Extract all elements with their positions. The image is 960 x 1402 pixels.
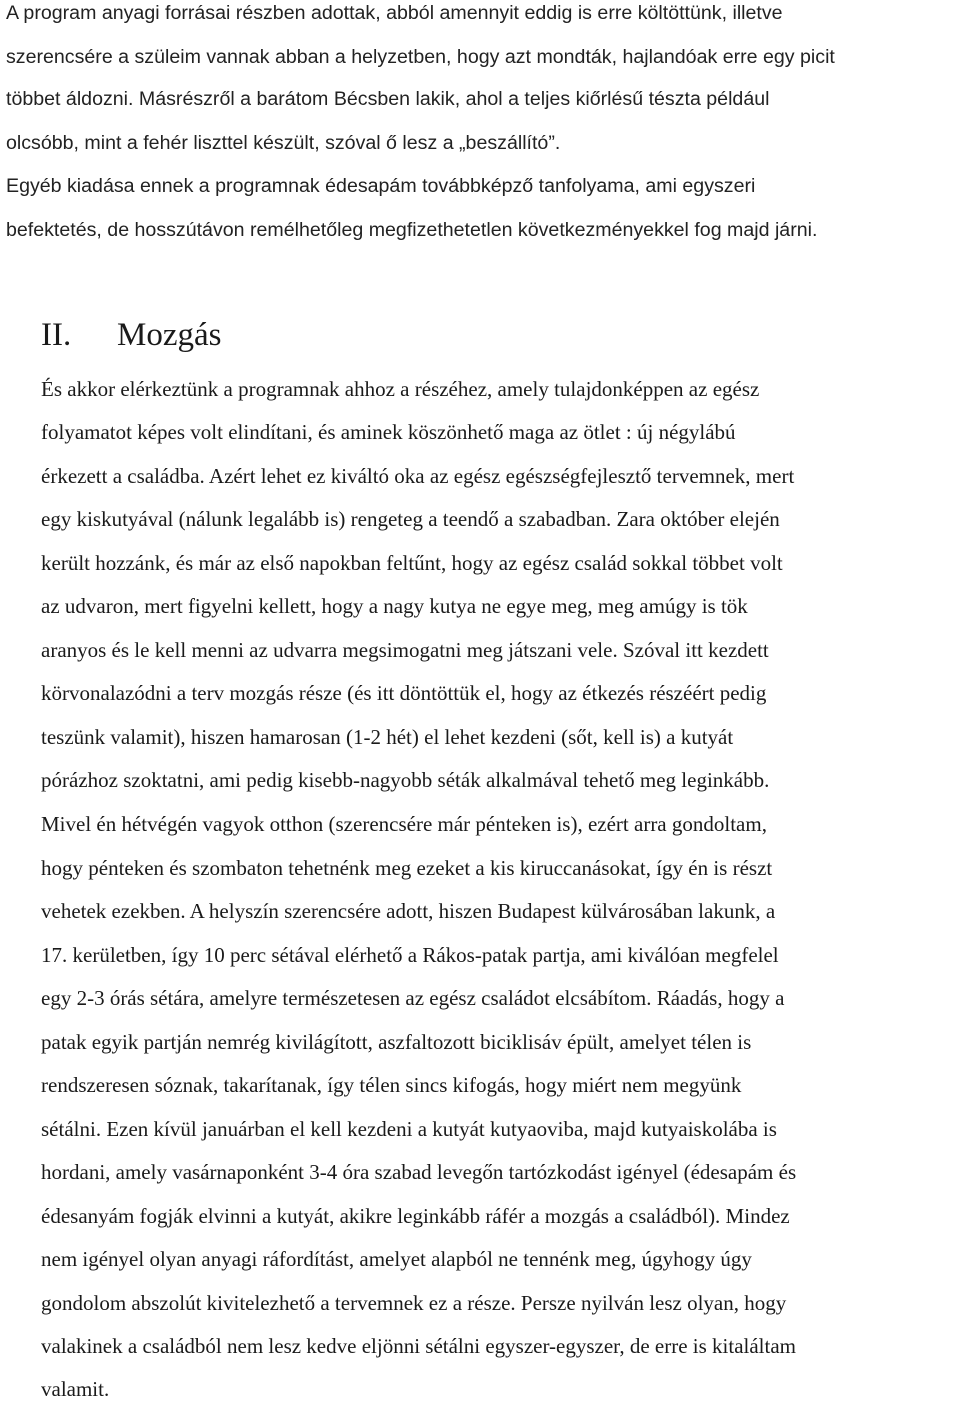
text-line: érkezett a családba. Azért lehet ez kiváltó oka az egész egészségfejlesztő tervemnek, mert (41, 464, 795, 488)
text-line: hordani, amely vasárnaponként 3-4 óra szabad levegőn tartózkodást igényel (édesapám és (41, 1160, 797, 1184)
text-line: patak egyik partján nemrég kivilágított, aszfaltozott biciklisáv épült, amelyet télen is (41, 1030, 752, 1054)
text-line: édesanyám fogják elvinni a kutyát, akikre leginkább ráfér a mozgás a családból). Mindez (41, 1204, 790, 1228)
text-line: többet áldozni. Másrészről a barátom Bécsben lakik, ahol a teljes kiőrlésű tészta például (6, 88, 770, 110)
text-line: A program anyagi forrásai részben adottak, abból amennyit eddig is erre költöttünk, illetve (6, 2, 783, 24)
text-line: egy 2-3 órás sétára, amelyre természetesen az egész családot elcsábítom. Ráadás, hogy a (41, 986, 785, 1010)
text-line: körvonalazódni a terv mozgás része (és itt döntöttük el, hogy az étkezés részéért pedig (41, 681, 767, 705)
text-line: Mivel én hétvégén vagyok otthon (szerencsére már pénteken is), ezért arra gondoltam, (41, 812, 767, 836)
text-line: került hozzánk, és már az első napokban feltűnt, hogy az egész család sokkal többet volt (41, 551, 783, 575)
text-line: nem igényel olyan anyagi ráfordítást, amelyet alapból ne tennénk meg, úgyhogy úgy (41, 1247, 752, 1271)
text-line: szerencsére a szüleim vannak abban a helyzetben, hogy azt mondták, hajlandóak erre egy picit (6, 46, 835, 68)
text-line: valakinek a családból nem lesz kedve eljönni sétálni egyszer-egyszer, de erre is kitaláltam (41, 1334, 797, 1358)
text-line: aranyos és le kell menni az udvarra megsimogatni meg játszani vele. Szóval itt kezdett (41, 638, 769, 662)
text-line: egy kiskutyával (nálunk legalább is) rengeteg a teendő a szabadban. Zara október elején (41, 507, 780, 531)
text-line: Egyéb kiadása ennek a programnak édesapám továbbképző tanfolyama, ami egyszeri (6, 175, 756, 197)
text-line: rendszeresen sóznak, takarítanak, így télen sincs kifogás, hogy miért nem megyünk (41, 1073, 742, 1097)
text-line: vehetek ezekben. A helyszín szerencsére adott, hiszen Budapest külvárosában lakunk, a (41, 899, 776, 923)
text-line: teszünk valamit), hiszen hamarosan (1-2 hét) el lehet kezdeni (sőt, kell is) a kutyát (41, 725, 734, 749)
text-line: gondolom abszolút kivitelezhető a tervemnek ez a része. Persze nyilván lesz olyan, hogy (41, 1291, 787, 1315)
text-line: pórázhoz szoktatni, ami pedig kisebb-nagyobb séták alkalmával tehető meg leginkább. (41, 768, 770, 792)
text-line: hogy pénteken és szombaton tehetnénk meg ezeket a kis kiruccanásokat, így én is részt (41, 856, 773, 880)
text-line: befektetés, de hosszútávon remélhetőleg megfizethetetlen következményekkel fog majd járni. (6, 219, 818, 241)
section-number: II. (41, 317, 72, 353)
section-heading (41, 315, 221, 355)
text-line: az udvaron, mert figyelni kellett, hogy a nagy kutya ne egye meg, meg amúgy is tök (41, 594, 748, 618)
section-title: Mozgás (117, 317, 222, 353)
text-line: valamit. (41, 1377, 110, 1401)
text-line: És akkor elérkeztünk a programnak ahhoz a részéhez, amely tulajdonképpen az egész (41, 377, 760, 401)
text-line: sétálni. Ezen kívül januárban el kell kezdeni a kutyát kutyaoviba, majd kutyaiskolába is (41, 1117, 777, 1141)
text-line: folyamatot képes volt elindítani, és aminek köszönhető maga az ötlet : új négylábú (41, 420, 736, 444)
text-line: olcsóbb, mint a fehér liszttel készült, szóval ő lesz a „beszállító”. (6, 132, 561, 154)
text-line: 17. kerületben, így 10 perc sétával elérhető a Rákos-patak partja, ami kiválóan megfelel (41, 943, 779, 967)
